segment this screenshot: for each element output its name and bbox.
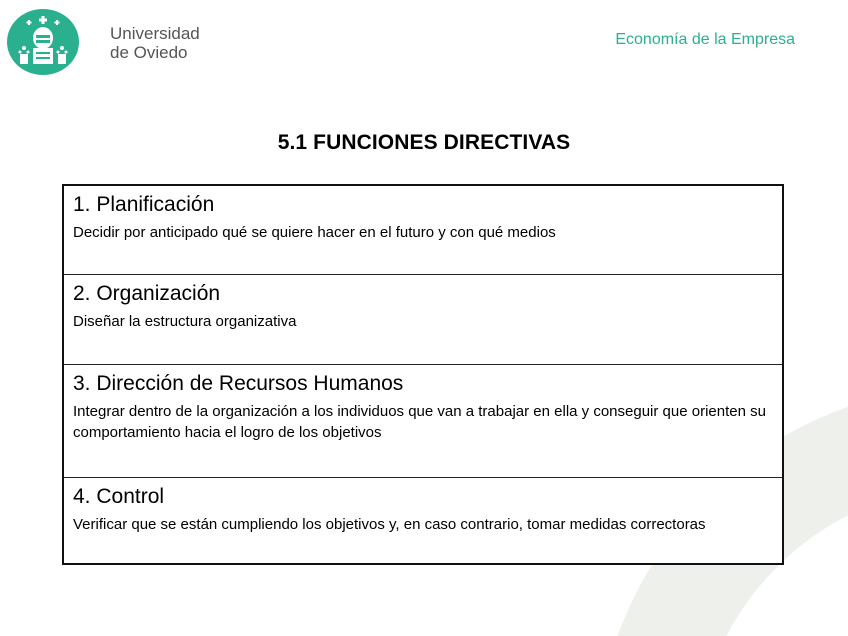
function-description: Verificar que se están cumpliendo los objetivos y, en caso contrario, tomar medidas correctoras [73, 516, 706, 533]
university-logo [6, 8, 80, 76]
function-description: Diseñar la estructura organizativa [73, 313, 297, 330]
function-title: 2. Organización [73, 282, 221, 305]
function-item [64, 275, 782, 365]
course-title: Economía de la Empresa [615, 31, 795, 48]
function-item [64, 365, 782, 478]
university-name-line2: de Oviedo [110, 43, 188, 62]
function-description: Integrar dentro de la organización a los individuos que van a trabajar en ella y conseguir que orienten su comportamiento hacia el logro de los objetivos [73, 403, 766, 441]
university-name [110, 24, 200, 62]
function-title: 1. Planificación [73, 193, 215, 216]
function-description: Decidir por anticipado qué se quiere hacer en el futuro y con qué medios [73, 224, 556, 241]
page-title: 5.1 FUNCIONES DIRECTIVAS [277, 131, 571, 154]
function-title: 3. Dirección de Recursos Humanos [73, 372, 404, 395]
functions-table [62, 184, 784, 565]
function-item [64, 478, 782, 563]
function-title: 4. Control [73, 485, 165, 508]
university-name-line1: Universidad [110, 24, 200, 43]
function-item [64, 186, 782, 275]
